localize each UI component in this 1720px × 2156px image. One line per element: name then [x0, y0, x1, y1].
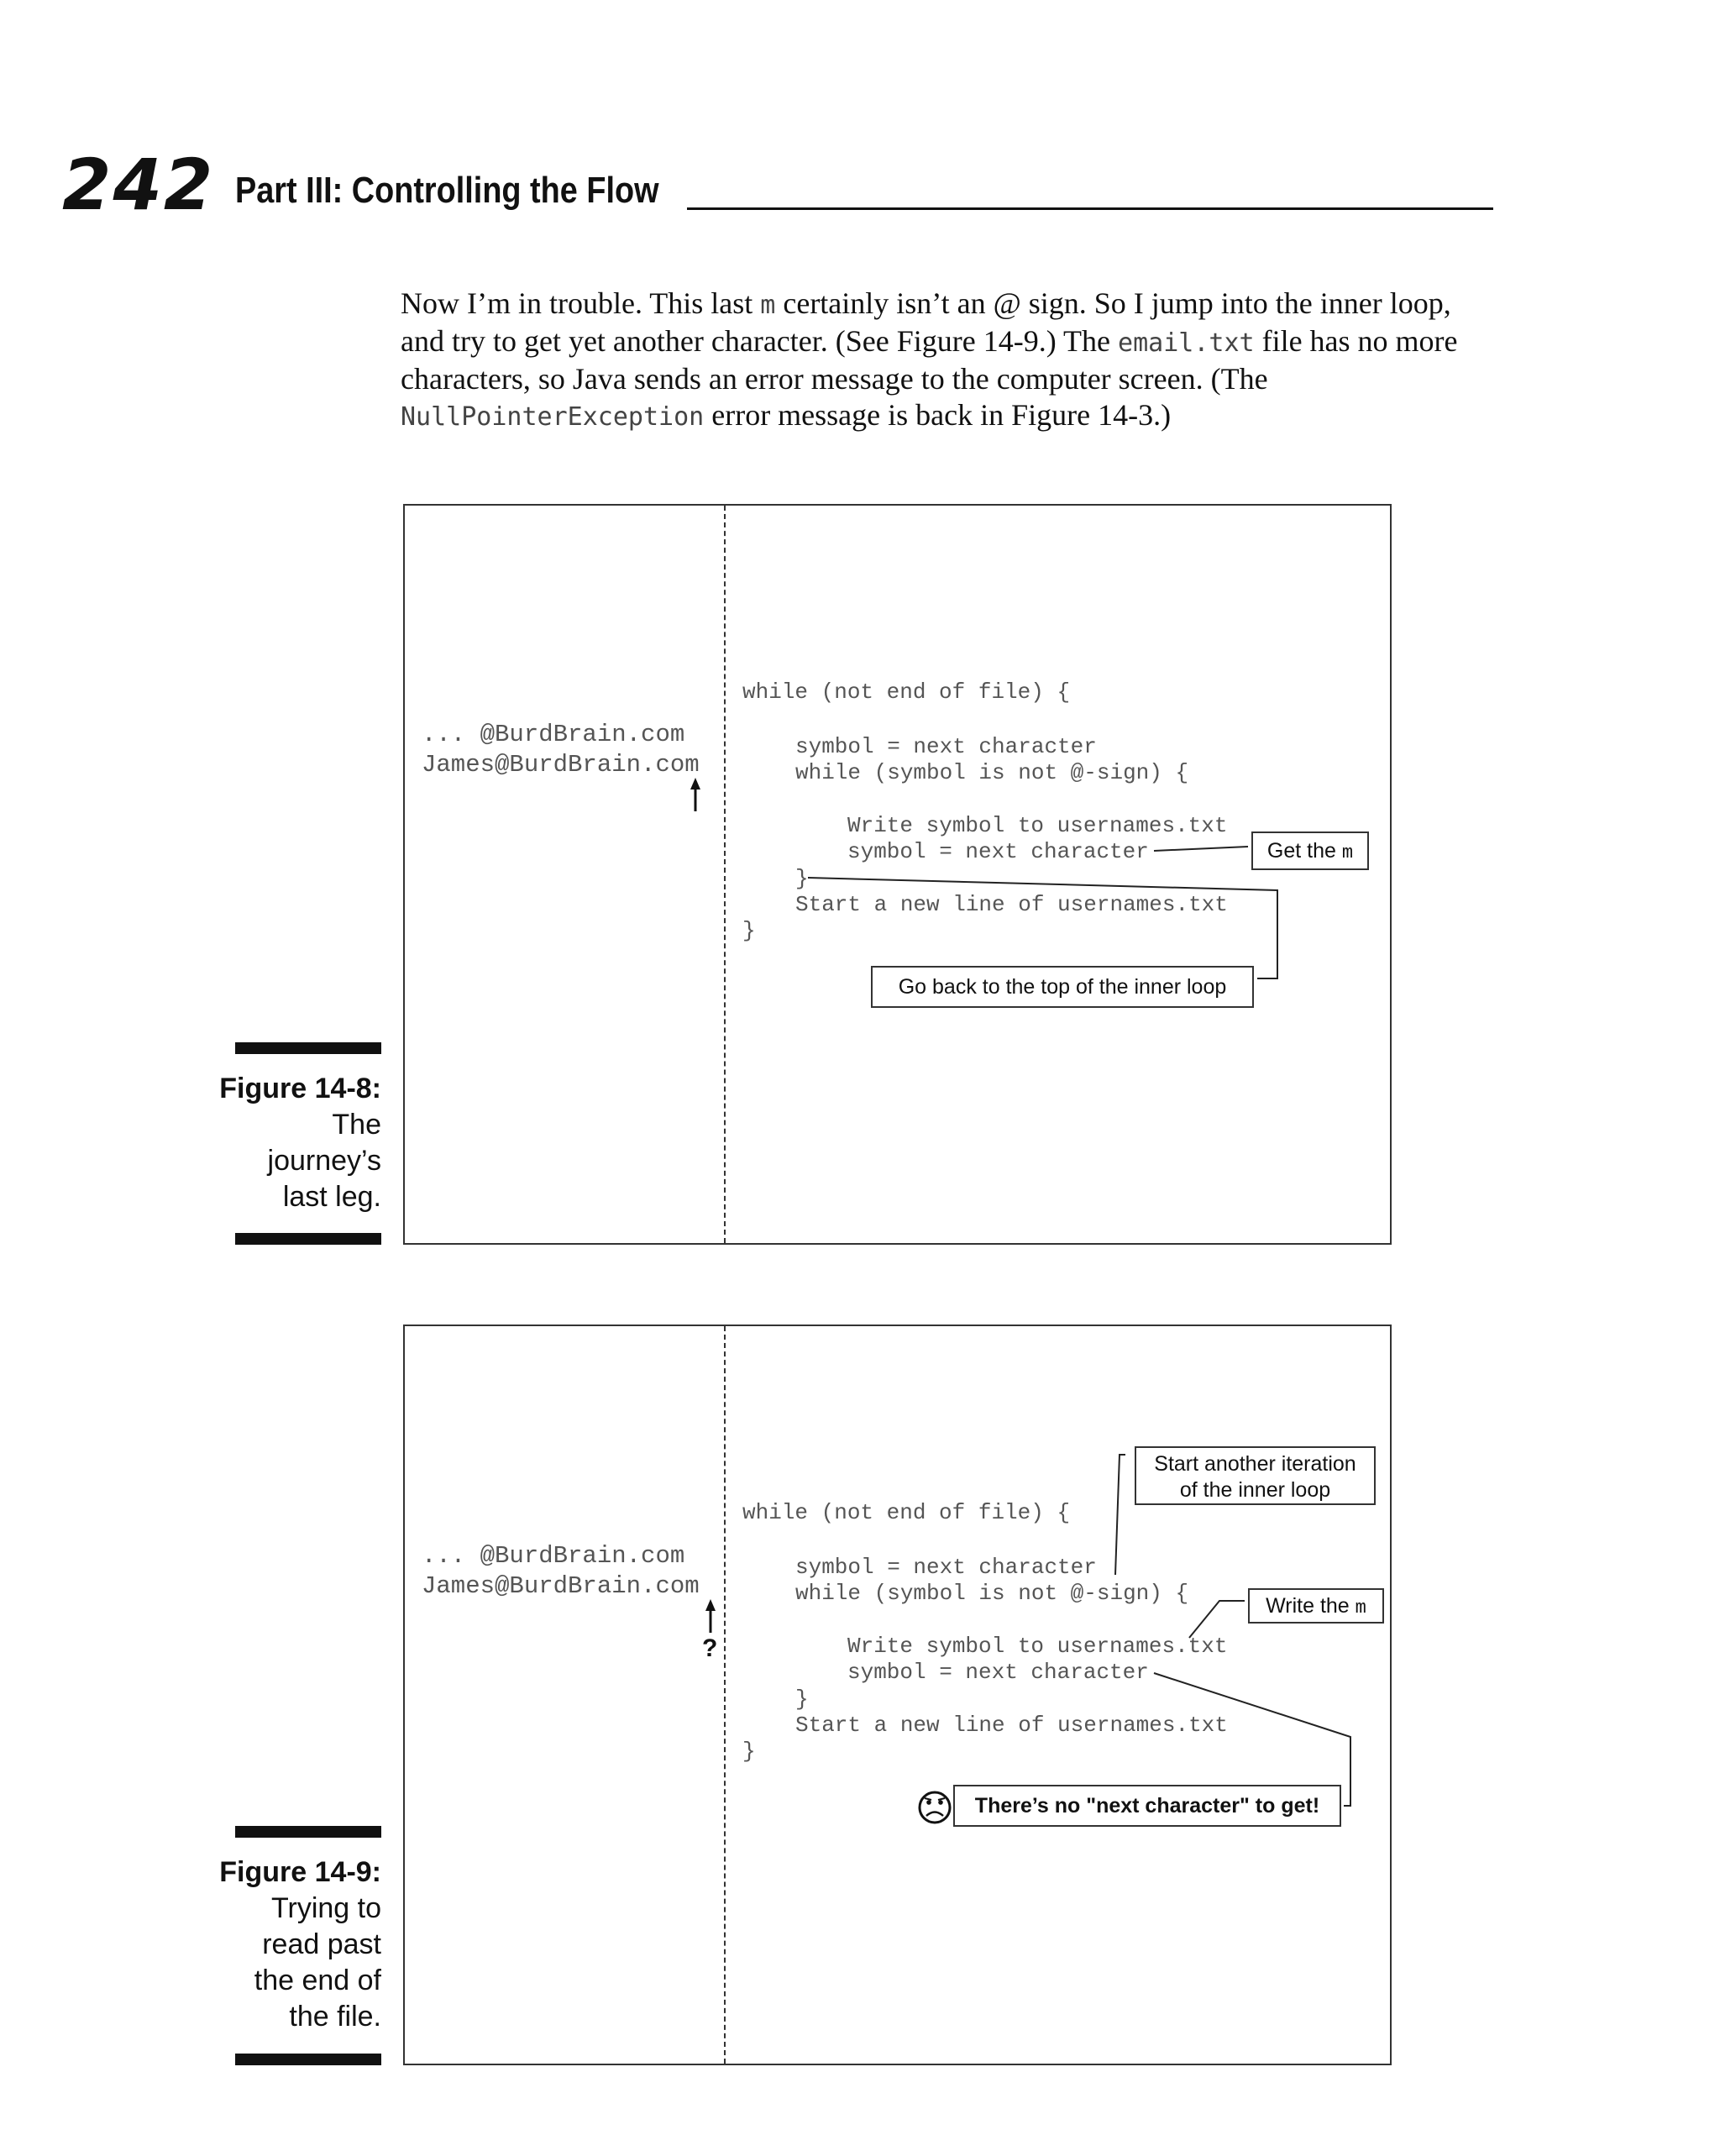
up-arrow-icon: [705, 1599, 716, 1633]
fig9-code-line: Start a new line of usernames.txt: [795, 1713, 1228, 1738]
page-number: 242: [62, 144, 215, 226]
part-title: Part III: Controlling the Flow: [235, 170, 659, 211]
text-run: Now I’m in trouble. This last: [401, 286, 761, 320]
fig9-code-line: while (symbol is not @-sign) {: [795, 1581, 1189, 1606]
callout-go-back-inner-loop: Go back to the top of the inner loop: [871, 966, 1254, 1008]
fig9-file-line-2: James@BurdBrain.com: [422, 1572, 700, 1600]
fig8-code-line: while (symbol is not @-sign) {: [795, 760, 1189, 785]
caption-line: the end of: [254, 1965, 381, 1996]
up-arrow-icon: [690, 778, 700, 811]
fig8-code-line: }: [795, 866, 809, 891]
sad-face-icon: [920, 1792, 950, 1823]
leader-no-next: [1154, 1673, 1350, 1806]
fig9-code-line: }: [795, 1687, 809, 1712]
callout-code-char: m: [1355, 1597, 1366, 1618]
callout-code-char: m: [1341, 842, 1354, 863]
leader-write-the-m: [1189, 1601, 1245, 1638]
text-run: certainly isn’t an @ sign. So I jump into the inner loop, and try to get yet another character. (See Figure 14-9.) The: [401, 286, 1451, 358]
callout-text: Get the: [1266, 839, 1342, 863]
caption-line: last leg.: [282, 1181, 381, 1213]
inline-code: NullPointerException: [401, 402, 705, 432]
fig8-code-line: symbol = next character: [847, 839, 1149, 864]
caption-line: the file.: [289, 2001, 381, 2033]
fig9-code-line: while (not end of file) {: [742, 1500, 1071, 1525]
fig8-file-line-2: James@BurdBrain.com: [422, 751, 700, 779]
caption-label: Figure 14-8:: [219, 1073, 381, 1104]
leader-go-back: [808, 878, 1277, 978]
fig8-code-line: Write symbol to usernames.txt: [847, 813, 1228, 838]
leader-get-the-m: [1154, 847, 1248, 851]
fig9-file-line-1: ... @BurdBrain.com: [422, 1542, 685, 1570]
caption-line: Trying to: [270, 1892, 381, 1924]
text-run: file has no more characters, so Java sends an error message to the computer screen. (The: [401, 324, 1458, 396]
fig8-code-line: while (not end of file) {: [742, 679, 1071, 705]
inline-code: email.txt: [1118, 328, 1255, 358]
caption-line: journey’s: [267, 1145, 381, 1177]
fig9-code-line: symbol = next character: [795, 1555, 1097, 1580]
callout-line: Start another iteration: [1154, 1452, 1356, 1476]
caption-line: read past: [262, 1928, 381, 1960]
fig8-code-line: }: [742, 918, 756, 943]
leader-start-iteration: [1115, 1455, 1125, 1575]
text-run: error message is back in Figure 14-3.): [704, 398, 1172, 432]
question-mark: ?: [702, 1634, 718, 1662]
caption-label: Figure 14-9:: [219, 1856, 381, 1888]
inline-code: m: [760, 291, 776, 320]
fig8-code-line: symbol = next character: [795, 734, 1097, 759]
fig8-code-line: Start a new line of usernames.txt: [795, 892, 1228, 917]
fig9-code-line: }: [742, 1739, 756, 1764]
callout-text: Write the: [1266, 1594, 1356, 1618]
caption-line: The: [332, 1109, 381, 1141]
callout-line: of the inner loop: [1179, 1478, 1331, 1502]
fig9-code-line: Write symbol to usernames.txt: [847, 1634, 1228, 1659]
callout-no-next-character: There’s no "next character" to get!: [953, 1785, 1341, 1827]
fig8-file-line-1: ... @BurdBrain.com: [422, 721, 685, 748]
fig9-code-line: symbol = next character: [847, 1660, 1149, 1685]
